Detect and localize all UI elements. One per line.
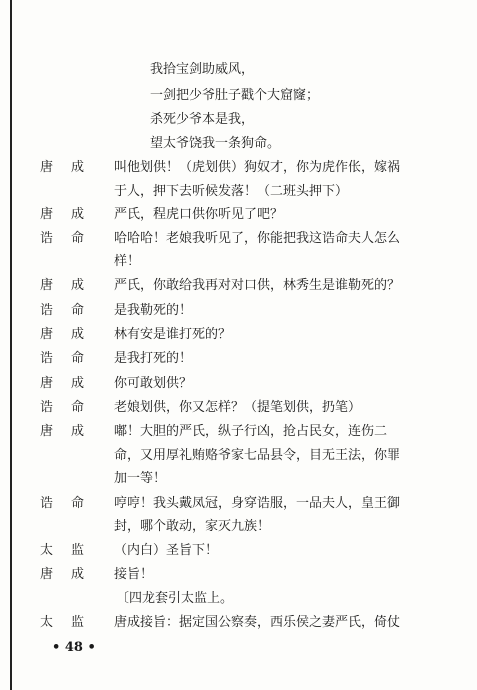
- verse-line: 杀死少爷本是我，: [150, 112, 255, 127]
- stage-direction: 〔四龙套引太监上。: [116, 591, 234, 606]
- dialogue-line: 是我勒死的！: [114, 303, 193, 318]
- page-binding-edge: [10, 0, 12, 690]
- speaker-name: 诰命: [40, 400, 103, 415]
- dialogue-line: 老娘划供，你又怎样？（提笔划供，扔笔）: [114, 400, 362, 415]
- page-number: • 48 •: [52, 640, 96, 655]
- dialogue-line: 严氏，你敢给我再对对口供，林秀生是谁勒死的？: [114, 278, 401, 293]
- dialogue-line: 哼哼！我头戴凤冠，身穿诰服，一品夫人，皇王御: [114, 496, 401, 511]
- dialogue-line: 严氏，程虎口供你听见了吧？: [114, 207, 284, 222]
- speaker-name: 太监: [40, 615, 103, 630]
- dialogue-line: 是我打死的！: [114, 351, 193, 366]
- dialogue-line: （内白）圣旨下！: [114, 543, 219, 558]
- speaker-name: 诰命: [40, 496, 103, 511]
- dialogue-line: 嘟！大胆的严氏，纵子行凶，抢占民女，连伤二: [114, 424, 388, 439]
- dialogue-line: 命，又用厚礼贿赂爷家七品县令，目无王法，你罪: [114, 448, 401, 463]
- speaker-name: 唐成: [40, 207, 103, 222]
- dialogue-line: 接旨！: [114, 567, 154, 582]
- dialogue-line: 林有安是谁打死的？: [114, 327, 232, 342]
- dialogue-line: 唐成接旨：据定国公察奏，西乐侯之妻严氏，倚仗: [114, 615, 401, 630]
- verse-line: 望太爷饶我一条狗命。: [150, 136, 281, 151]
- dialogue-line: 你可敢划供？: [114, 376, 193, 391]
- speaker-name: 唐成: [40, 327, 103, 342]
- dialogue-line: 于人，押下去听候发落！（二班头押下）: [114, 184, 349, 199]
- dialogue-line: 哈哈哈！老娘我听见了，你能把我这诰命夫人怎么: [114, 231, 401, 246]
- speaker-name: 唐成: [40, 424, 103, 439]
- speaker-name: 唐成: [40, 278, 103, 293]
- dialogue-line: 样！: [114, 254, 141, 269]
- speaker-name: 唐成: [40, 376, 103, 391]
- dialogue-line: 加一等！: [114, 471, 167, 486]
- verse-line: 一剑把少爷肚子戳个大窟窿；: [150, 88, 320, 103]
- speaker-name: 诰命: [40, 303, 103, 318]
- dialogue-line: 封，哪个敢动，家灭九族！: [114, 519, 271, 534]
- speaker-name: 唐成: [40, 160, 103, 175]
- speaker-name: 诰命: [40, 351, 103, 366]
- speaker-name: 太监: [40, 543, 103, 558]
- speaker-name: 唐成: [40, 567, 103, 582]
- speaker-name: 诰命: [40, 231, 103, 246]
- verse-line: 我拾宝剑助威风，: [150, 62, 255, 77]
- dialogue-line: 叫他划供！（虎划供）狗奴才，你为虎作伥，嫁祸: [114, 160, 401, 175]
